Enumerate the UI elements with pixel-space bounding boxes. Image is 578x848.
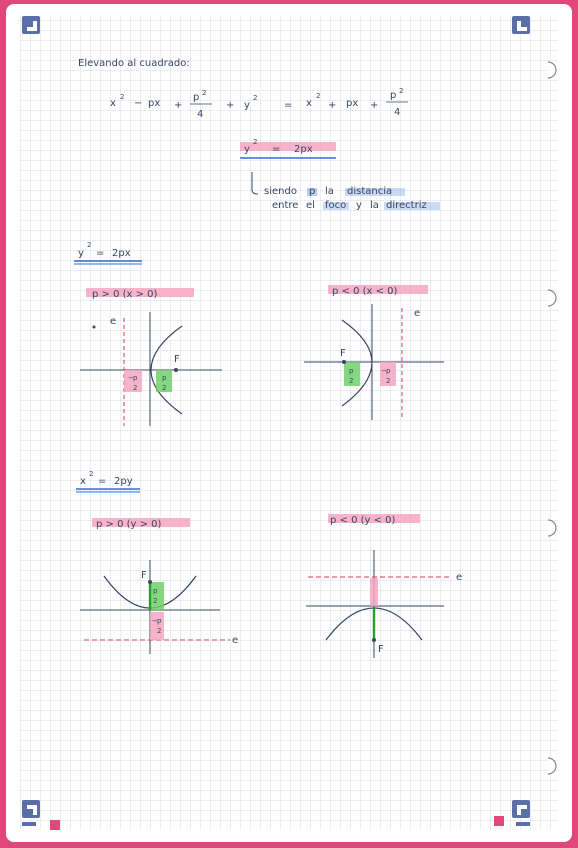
intro-text: Elevando al cuadrado: (78, 58, 190, 69)
eq-operator: − (134, 98, 143, 109)
focus-label: F (174, 354, 180, 365)
note-word: y (356, 200, 362, 211)
half-num: p (133, 374, 138, 382)
eq-frac-num: p (390, 90, 397, 101)
graph-condition-label: p < 0 (x < 0) (332, 286, 398, 297)
eq-exponent: 2 (316, 92, 321, 100)
note-word: el (306, 200, 315, 211)
heading-rhs: 2py (114, 476, 133, 487)
eq-exponent: 2 (253, 94, 258, 102)
focus-label: F (340, 348, 346, 359)
eq-operator: + (226, 100, 235, 111)
directrix-label: e (232, 635, 239, 646)
half-sign: − (381, 367, 387, 375)
note-word: la (370, 200, 379, 211)
directrix-label: e (414, 308, 421, 319)
eq-exponent: 2 (120, 93, 125, 101)
heading-equals: = (98, 476, 107, 487)
eq-operator: + (370, 100, 379, 111)
note-word: la (325, 186, 334, 197)
half-num: p (162, 374, 167, 382)
graph-condition-label: p > 0 (x > 0) (92, 289, 158, 300)
focus-point (342, 360, 346, 364)
eq-frac-den: 4 (394, 107, 401, 118)
half-den: 2 (162, 384, 167, 392)
half-num: p (349, 367, 354, 375)
heading-rhs: 2px (112, 248, 131, 259)
focus-label: F (141, 570, 147, 581)
stray-dot (93, 326, 96, 329)
eq-operator: + (174, 100, 183, 111)
directrix-label: e (110, 316, 117, 327)
eq-term: x (306, 98, 312, 109)
pink-square-mark-left (50, 820, 60, 830)
eq-term: x (110, 98, 116, 109)
eq-frac-num: p (193, 92, 200, 103)
half-num: p (386, 367, 391, 375)
half-sign: − (152, 617, 158, 625)
eq-equals: = (284, 100, 293, 111)
note-word: siendo (264, 186, 297, 197)
half-den: 2 (157, 627, 162, 635)
top-right-corner-icon (512, 16, 530, 34)
half-den: 2 (133, 384, 138, 392)
result-exponent: 2 (253, 138, 258, 146)
heading-var: y (78, 248, 84, 259)
half-num: p (157, 617, 162, 625)
focus-point (148, 580, 152, 584)
pos-half-highlight (370, 578, 378, 606)
half-den: 2 (349, 377, 354, 385)
eq-frac-den: 4 (197, 109, 204, 120)
note-word-distancia: distancia (347, 186, 393, 197)
result-var: y (244, 144, 250, 155)
note-word: entre (272, 200, 299, 211)
result-equals: = (272, 144, 281, 155)
pink-square-mark-right (494, 816, 504, 826)
result-rhs: 2px (294, 144, 313, 155)
graph-condition-label: p < 0 (y < 0) (330, 515, 396, 526)
heading-equals: = (96, 248, 105, 259)
note-word-foco: foco (325, 200, 347, 211)
half-sign: − (128, 374, 134, 382)
top-left-corner-icon (22, 16, 40, 34)
eq-term: px (148, 98, 161, 109)
heading-exponent: 2 (87, 241, 92, 249)
eq-exponent: 2 (202, 89, 207, 97)
grid-background (20, 16, 558, 830)
graph-condition-label: p > 0 (y > 0) (96, 519, 162, 530)
eq-operator: + (328, 100, 337, 111)
directrix-label: e (456, 572, 463, 583)
eq-exponent: 2 (399, 87, 404, 95)
eq-term: y (244, 100, 250, 111)
note-word-directriz: directriz (386, 200, 427, 211)
half-den: 2 (386, 377, 391, 385)
focus-point (174, 368, 178, 372)
heading-exponent: 2 (89, 470, 94, 478)
note-word-p: p (309, 186, 316, 197)
half-den: 2 (153, 597, 158, 605)
focus-point (372, 638, 376, 642)
half-num: p (153, 587, 158, 595)
focus-label: F (378, 644, 384, 655)
heading-var: x (80, 476, 86, 487)
eq-term: px (346, 98, 359, 109)
